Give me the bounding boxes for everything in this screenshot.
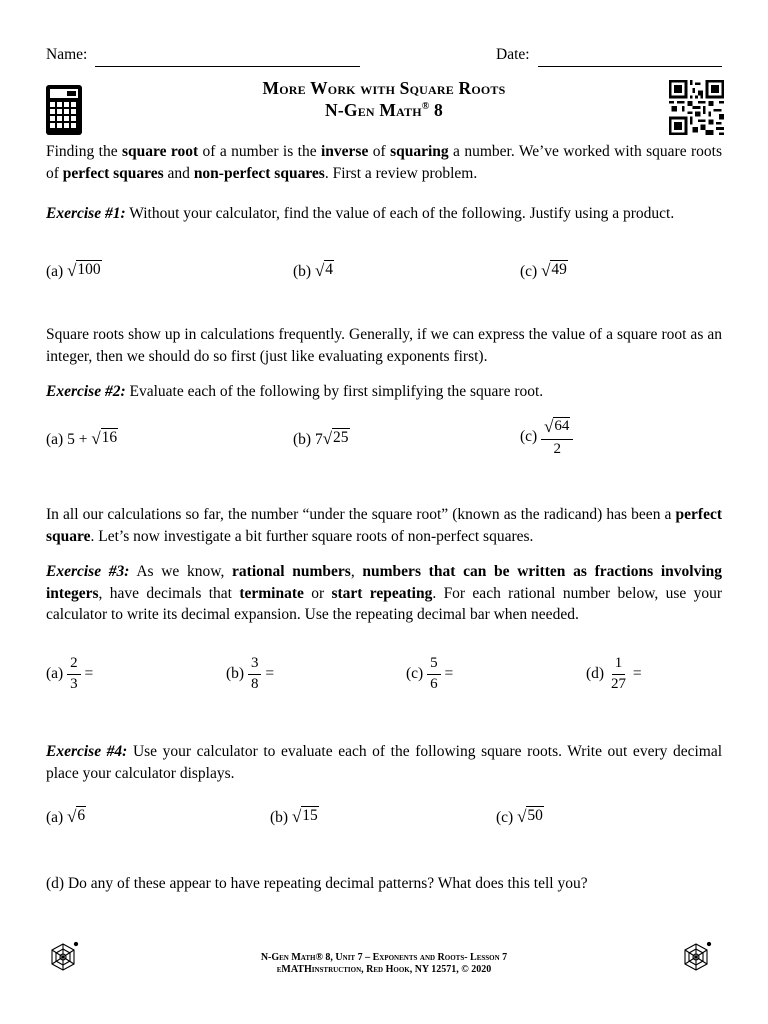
exercise-4c: (c) √ 50 [496, 806, 543, 826]
exercise-3b: (b) $\frac{3}{8}$ = [226, 655, 275, 692]
page-title: More Work with Square Roots [262, 78, 506, 98]
exercise-3a: (a) $\frac{2}{3}$ = [46, 655, 94, 692]
exercise-3d: (d) $\frac{1}{27}$ = [586, 655, 642, 692]
exercise-4a: (a) √ 6 [46, 806, 86, 826]
intro-paragraph: Finding the square root of a number is the inverse of squaring a number. We’ve worked with square roots of perfect squares and non-perfect squares. First a review problem. [46, 143, 722, 182]
footer-line-2: eMATHinstruction, Red Hook, NY 12571, © 2020 [276, 964, 492, 975]
exercise-1a: (a) √ 100 [46, 260, 101, 280]
exercise-2-prompt: Exercise #2: Evaluate each of the following by first simplifying the square root. [46, 383, 544, 400]
exercise-2b: (b) 7 √ 25 [293, 428, 349, 448]
exercise-2c: (c) √ 64 2 [520, 417, 573, 458]
qr-code-icon [669, 80, 724, 140]
exercise-1b: (b) √ 4 [293, 260, 334, 280]
footer-line-1: N-Gen Math® 8, Unit 7 – Exponents and Roots- Lesson 7 [260, 952, 508, 963]
calculation-paragraph: Square roots show up in calculations frequently. Generally, if we can express the value of a square root as an integer, then we should do so first (just like evaluating exponents first). [46, 326, 722, 365]
exercise-3c: (c) $\frac{5}{6}$ = [406, 655, 454, 692]
date-field[interactable] [538, 50, 722, 67]
exercise-2a: (a) 5 + √ 16 [46, 428, 118, 448]
exercise-4-prompt: Exercise #4: Use your calculator to evaluate each of the following square roots. Write out every decimal place your calculator displays. [46, 743, 723, 782]
name-label: Name: [46, 46, 88, 63]
page-subtitle: N-Gen Math® 8 [325, 100, 443, 120]
radicand-paragraph: In all our calculations so far, the number “under the square root” (known as the radicand) has been a perfect square. Let’s now investigate a bit further square roots of non-perfect squares. [46, 506, 722, 545]
date-label: Date: [496, 46, 530, 63]
exercise-3-prompt: Exercise #3: As we know, rational numbers, numbers that can be written as fractions involving integers, have decimals that terminate or start repeating. For each rational number below, use your calculator to write its decimal expansion. Use the repeating decimal bar when needed. [46, 563, 722, 623]
exercise-4b: (b) √ 15 [270, 806, 318, 826]
exercise-1c: (c) √ 49 [520, 260, 567, 280]
exercise-4d: (d) Do any of these appear to have repeating decimal patterns? What does this tell you? [46, 875, 588, 892]
exercise-1-prompt: Exercise #1: Without your calculator, find the value of each of the following. Justify using a product. [46, 205, 675, 222]
name-field[interactable] [95, 50, 360, 67]
